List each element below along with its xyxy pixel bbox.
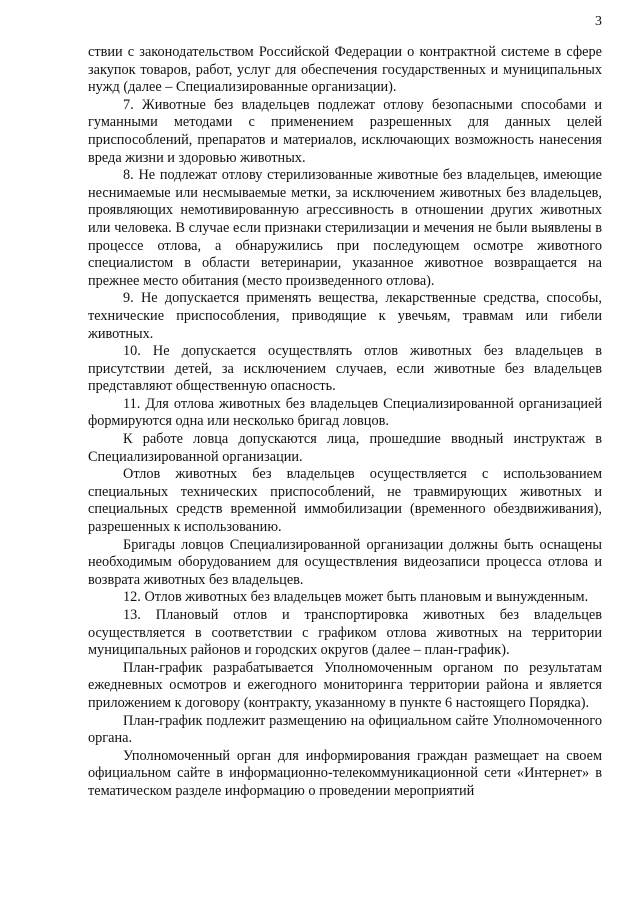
paragraph-catcher-admission: К работе ловца допускаются лица, прошедшие вводный инструктаж в Специализированной организации.: [88, 431, 602, 465]
paragraph-item-9: 9. Не допускается применять вещества, лекарственные средства, способы, технические приспособления, приводящие к увечьям, травмам или гибели животных.: [88, 290, 602, 342]
paragraph-public-information: Уполномоченный орган для информирования граждан размещает на своем официальном сайте в информационно-телекоммуникационной сети «Интернет» в тематическом разделе информацию о проведении мероприятий: [88, 747, 602, 799]
paragraph-item-10: 10. Не допускается осуществлять отлов животных без владельцев в присутствии детей, за исключением случаев, если животные без владельцев представляют общественную опасность.: [88, 343, 602, 395]
paragraph-video-equipment: Бригады ловцов Специализированной организации должны быть оснащены необходимым оборудованием для осуществления видеозаписи процесса отлова и возврата животных без владельцев.: [88, 536, 602, 588]
paragraph-item-11: 11. Для отлова животных без владельцев Специализированной организацией формируются одна или несколько бригад ловцов.: [88, 395, 602, 430]
body-text: [88, 44, 602, 801]
page-number: 3: [595, 14, 602, 29]
paragraph-item-13: 13. Плановый отлов и транспортировка животных без владельцев осуществляется в соответствии с графиком отлова животных на территории муниципальных районов и городских округов (далее – план-график).: [88, 607, 602, 659]
paragraph-item-7: 7. Животные без владельцев подлежат отлову безопасными способами и гуманными методами с применением разрешенных для данных целей приспособлений, препаратов и материалов, исключающих возможность нанесения вреда жизни и здоровью животных.: [88, 96, 602, 166]
paragraph-item-8: 8. Не подлежат отлову стерилизованные животные без владельцев, имеющие неснимаемые или несмываемые метки, за исключением животных без владельцев, проявляющих немотивированную агрессивность в отношении других животных или человека. В случае если признаки стерилизации и мечения не были выявлены в процессе отлова, а обнаружились при последующем осмотре животного специалистом в области ветеринарии, указанное животное возвращается на прежнее место обитания (место произведенного отлова).: [88, 167, 602, 289]
paragraph-plan-development: План-график разрабатывается Уполномоченным органом по результатам ежедневных осмотров и ежегодного мониторинга территории района и является приложением к договору (контракту, указанному в пункте 6 настоящего Порядка).: [88, 659, 602, 711]
paragraph-plan-publication: План-график подлежит размещению на официальном сайте Уполномоченного органа.: [88, 712, 602, 747]
paragraph-catching-means: Отлов животных без владельцев осуществляется с использованием специальных технических приспособлений, не травмирующих животных и специальных средств временной иммобилизации (временного обездвиживания), разрешенных к использованию.: [88, 466, 602, 536]
paragraph-item-12: 12. Отлов животных без владельцев может быть плановым и вынужденным.: [123, 589, 589, 606]
paragraph-continuation: ствии с законодательством Российской Федерации о контрактной системе в сфере закупок товаров, работ, услуг для обеспечения государственных и муниципальных нужд (далее – Специализированные организации).: [88, 44, 602, 96]
